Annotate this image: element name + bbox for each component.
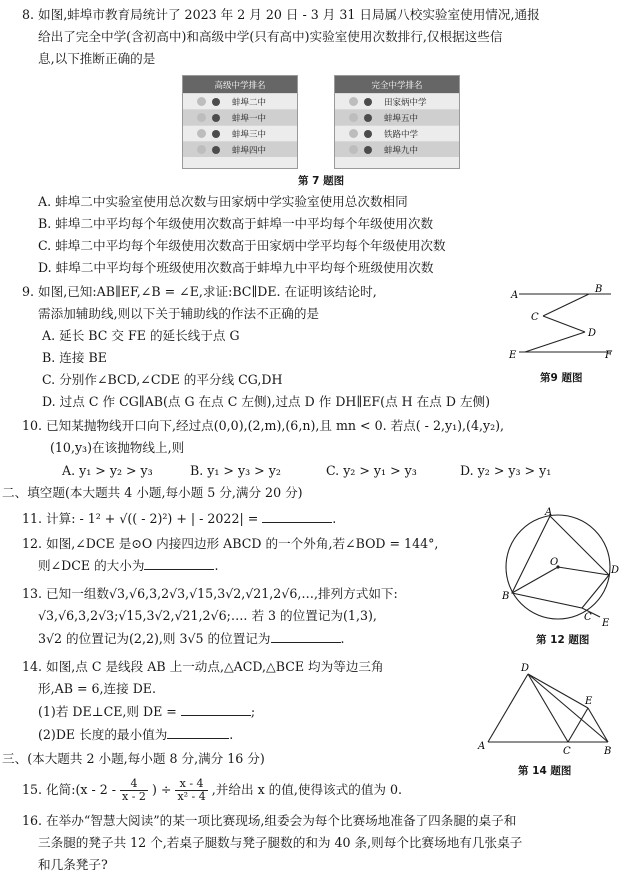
q8-option-d: D. 蚌埠二中平均每个班级使用次数高于蚌埠九中平均每个班级使用次数 bbox=[38, 260, 434, 275]
q15-fraction-2 bbox=[175, 778, 207, 803]
q14-line-1: 14. 如图,点 C 是线段 AB 上一动点,△ACD,△BCE 均为等边三角 bbox=[22, 659, 384, 674]
ranking-row bbox=[183, 125, 297, 141]
section-three-heading: 三、(本大题共 2 小题,每小题 8 分,满分 16 分) bbox=[2, 751, 265, 766]
q10-line-1: 10. 已知某抛物线开口向下,经过点(0,0),(2,m),(6,n),且 mn < 0. 若点( - 2,y₁),(4,y₂), bbox=[22, 418, 505, 433]
rank-bullet-icon bbox=[197, 145, 206, 154]
label-c: C bbox=[531, 312, 539, 323]
q11-text: 11. 计算: - 1² + √(( - 2)²) + | - 2022| = bbox=[22, 511, 263, 526]
q16-line-1: 16. 在举办“智慧大阅读”的某一项比赛现场,组委会为每个比赛场地准备了四条腿的桌子和 bbox=[22, 813, 517, 828]
q16-line-3: 和几条凳子? bbox=[38, 857, 108, 872]
q10-line-2: (10,y₃)在该抛物线上,则 bbox=[50, 440, 185, 455]
q9-line-2: 需添加辅助线,则以下关于辅助线的作法不正确的是 bbox=[38, 306, 320, 321]
school-name: 蚌埠四中 bbox=[232, 145, 267, 156]
q10-option-a: A. y₁ > y₂ > y₃ bbox=[62, 463, 153, 478]
q15-frac1-denominator: x - 2 bbox=[122, 790, 146, 803]
q8-figure-caption: 第 7 题图 bbox=[298, 175, 345, 187]
ranking-row bbox=[335, 93, 459, 109]
q11-answer-blank[interactable] bbox=[262, 510, 332, 523]
complete-ranking-title: 完全中学排名 bbox=[335, 76, 459, 93]
q12-figure-circle bbox=[498, 507, 622, 631]
rank-bullet-icon bbox=[197, 129, 206, 138]
complete-school-ranking-table bbox=[334, 75, 460, 169]
q14-figure-triangles bbox=[476, 660, 616, 760]
q13-answer-blank[interactable] bbox=[271, 630, 341, 643]
q14-sub2-answer-blank[interactable] bbox=[167, 726, 229, 739]
school-name: 蚌埠二中 bbox=[232, 97, 267, 108]
q9-option-a: A. 延长 BC 交 FE 的延长线于点 G bbox=[42, 328, 240, 343]
label-a: A bbox=[545, 507, 553, 518]
school-name: 蚌埠九中 bbox=[384, 145, 419, 156]
q9-option-b: B. 连接 BE bbox=[42, 350, 107, 365]
q14-sub-1 bbox=[38, 703, 255, 721]
label-b: B bbox=[604, 746, 612, 757]
label-a: A bbox=[511, 290, 519, 301]
ranking-row bbox=[335, 125, 459, 141]
q14-line-2: 形,AB = 6,连接 DE. bbox=[38, 681, 157, 696]
q14-sub2-text: (2)DE 长度的最小值为 bbox=[38, 727, 168, 742]
q15-suffix: ,并给出 x 的值,使得该式的值为 0. bbox=[211, 782, 403, 797]
q12-line-2 bbox=[38, 557, 218, 575]
q12-text: 则∠DCE 的大小为 bbox=[38, 558, 145, 573]
label-c: C bbox=[563, 746, 571, 757]
q13-line-3 bbox=[38, 630, 345, 648]
label-o: O bbox=[550, 557, 559, 568]
q13-end: . bbox=[340, 631, 345, 646]
q13-text: 3√2 的位置记为(2,2),则 3√5 的位置记为 bbox=[38, 631, 271, 646]
q14-sub1-end: ; bbox=[250, 704, 256, 719]
q15-mid: ) ÷ bbox=[151, 782, 176, 797]
q9-figure-caption: 第9 题图 bbox=[540, 372, 583, 384]
medal-icon bbox=[212, 114, 220, 122]
ranking-row bbox=[335, 109, 459, 125]
label-b: B bbox=[595, 284, 603, 295]
label-e: E bbox=[509, 350, 517, 361]
q8-option-c: C. 蚌埠二中平均每个年级使用次数高于田家炳中学平均每个年级使用次数 bbox=[38, 238, 446, 253]
school-name: 蚌埠三中 bbox=[232, 129, 267, 140]
q14-figure-caption: 第 14 题图 bbox=[518, 765, 572, 777]
label-d: D bbox=[588, 328, 597, 339]
q9-option-c: C. 分别作∠BCD,∠CDE 的平分线 CG,DH bbox=[42, 372, 283, 387]
q10-option-c: C. y₂ > y₁ > y₃ bbox=[326, 463, 417, 478]
medal-icon bbox=[364, 114, 372, 122]
medal-icon bbox=[212, 98, 220, 106]
school-name: 蚌埠一中 bbox=[232, 113, 267, 124]
q13-line-2: √3,√6,3,2√3;√15,3√2,√21,2√6;…. 若 3 的位置记为(1,3), bbox=[38, 608, 377, 623]
q8-option-a: A. 蚌埠二中实验室使用总次数与田家炳中学实验室使用总次数相同 bbox=[38, 194, 408, 209]
q15-frac1-numerator: 4 bbox=[120, 778, 148, 791]
q9-option-d: D. 过点 C 作 CG∥AB(点 G 在点 C 左侧),过点 D 作 DH∥EF(点 H 在点 D 左侧) bbox=[42, 394, 491, 409]
label-c: C bbox=[584, 612, 592, 623]
ranking-row bbox=[183, 109, 297, 125]
label-b: B bbox=[502, 591, 510, 602]
q9-figure-zigzag bbox=[505, 282, 617, 368]
medal-icon bbox=[212, 130, 220, 138]
q14-sub2-end: . bbox=[229, 727, 234, 742]
label-d: D bbox=[611, 565, 620, 576]
ranking-row bbox=[183, 93, 297, 109]
school-name: 田家炳中学 bbox=[384, 97, 427, 108]
q8-option-b: B. 蚌埠二中平均每个年级使用次数高于蚌埠一中平均每个年级使用次数 bbox=[38, 216, 434, 231]
rank-bullet-icon bbox=[349, 113, 358, 122]
medal-icon bbox=[364, 98, 372, 106]
q8-line-1: 8. 如图,蚌埠市教育局统计了 2023 年 2 月 20 日 - 3 月 31 日局属八校实验室使用情况,通报 bbox=[22, 7, 540, 22]
q9-line-1: 9. 如图,已知:AB∥EF,∠B = ∠E,求证:BC∥DE. 在证明该结论时, bbox=[22, 284, 377, 299]
medal-icon bbox=[364, 146, 372, 154]
q15-frac2-denominator: x² - 4 bbox=[177, 790, 206, 803]
q14-sub1-text: (1)若 DE⊥CE,则 DE = bbox=[38, 704, 181, 719]
label-f: F bbox=[605, 350, 612, 361]
q15 bbox=[22, 778, 402, 803]
school-name: 蚌埠五中 bbox=[384, 113, 419, 124]
rank-bullet-icon bbox=[349, 145, 358, 154]
q14-sub-2 bbox=[38, 726, 233, 744]
medal-icon bbox=[364, 130, 372, 138]
ranking-row bbox=[183, 141, 297, 157]
q8-line-3: 息,以下推断正确的是 bbox=[38, 51, 156, 66]
q14-sub1-answer-blank[interactable] bbox=[181, 703, 251, 716]
q11-end: . bbox=[332, 511, 337, 526]
q15-prefix: 15. 化简:(x - 2 - bbox=[22, 782, 121, 797]
ranking-row bbox=[335, 141, 459, 157]
senior-school-ranking-table bbox=[182, 75, 298, 169]
q13-line-1: 13. 已知一组数√3,√6,3,2√3,√15,3√2,√21,2√6,…,排列方式如下: bbox=[22, 586, 398, 601]
label-e: E bbox=[585, 696, 593, 707]
q15-frac2-numerator: x - 4 bbox=[175, 778, 207, 791]
q12-answer-blank[interactable] bbox=[144, 557, 214, 570]
section-fill-in-heading: 二、填空题(本大题共 4 小题,每小题 5 分,满分 20 分) bbox=[2, 485, 303, 500]
rank-bullet-icon bbox=[197, 97, 206, 106]
rank-bullet-icon bbox=[349, 129, 358, 138]
q12-line-1: 12. 如图,∠DCE 是⊙O 内接四边形 ABCD 的一个外角,若∠BOD = 144°, bbox=[22, 536, 439, 551]
q10-option-b: B. y₁ > y₃ > y₂ bbox=[190, 463, 281, 478]
q15-fraction-1 bbox=[120, 778, 148, 803]
q12-figure-caption: 第 12 题图 bbox=[536, 634, 590, 646]
school-name: 铁路中学 bbox=[384, 129, 419, 140]
label-a: A bbox=[478, 741, 486, 752]
label-e: E bbox=[602, 618, 610, 629]
q8-line-2: 给出了完全中学(含初高中)和高级中学(只有高中)实验室使用次数排行,仅根据这些信 bbox=[38, 29, 503, 44]
q16-line-2: 三条腿的凳子共 12 个,若桌子腿数与凳子腿数的和为 40 条,则每个比赛场地有几张桌子 bbox=[38, 835, 523, 850]
rank-bullet-icon bbox=[197, 113, 206, 122]
q10-option-d: D. y₂ > y₃ > y₁ bbox=[460, 463, 552, 478]
rank-bullet-icon bbox=[349, 97, 358, 106]
label-d: D bbox=[521, 663, 530, 674]
q11 bbox=[22, 510, 336, 528]
q12-end: . bbox=[214, 558, 219, 573]
senior-ranking-title: 高级中学排名 bbox=[183, 76, 297, 93]
medal-icon bbox=[212, 146, 220, 154]
